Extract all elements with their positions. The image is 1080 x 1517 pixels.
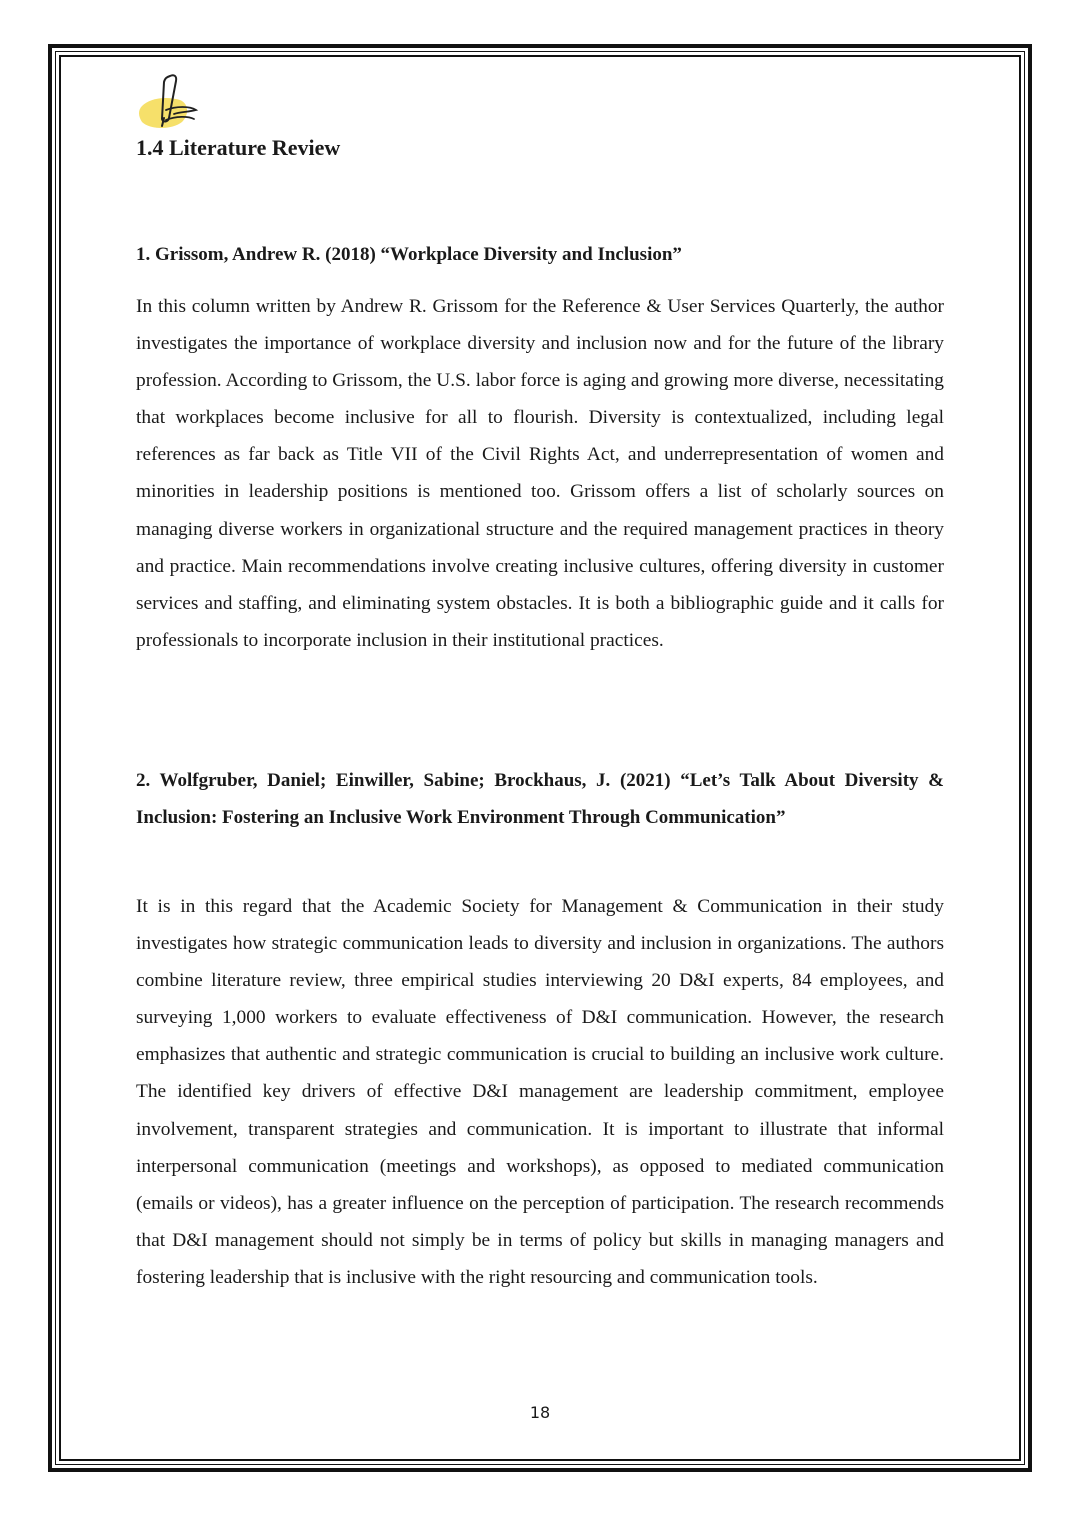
reference-heading: 2. Wolfgruber, Daniel; Einwiller, Sabine; Brockhaus, J. (2021) “Let’s Talk About Diversity & Inclusion: Fostering an Inclusive Work Environment Through Communication” (136, 770, 944, 829)
reference-summary: It is in this regard that the Academic Society for Management & Communication in their study investigates how strategic communication leads to diversity and inclusion in organizations. The authors combine literature review, three empirical studies interviewing 20 D&I experts, 84 employees, and surveying 1,000 workers to evaluate effectiveness of D&I communication. However, the research emphasizes that authentic and strategic communication is crucial to building an inclusive work culture. The identified key drivers of effective D&I management are leadership commitment, employee involvement, transparent strategies and communication. It is important to illustrate that informal interpersonal communication (meetings and workshops), as opposed to mediated communication (emails or videos), has a greater influence on the perception of participation. The research recommends that D&I management should not simply be in terms of policy but skills in managing managers and fostering leadership that is inclusive with the right resourcing and communication tools. (136, 896, 944, 1288)
section-title: 1.4 Literature Review (136, 135, 341, 160)
page-number: 18 (529, 1403, 551, 1422)
pen-writing-icon (136, 72, 202, 134)
reference-heading: 1. Grissom, Andrew R. (2018) “Workplace Diversity and Inclusion” (136, 244, 682, 265)
reference-summary: In this column written by Andrew R. Grissom for the Reference & User Services Quarterly, the author investigates the importance of workplace diversity and inclusion now and for the future of the library profession. According to Grissom, the U.S. labor force is aging and growing more diverse, necessitating that workplaces become inclusive for all to flourish. Diversity is contextualized, including legal references as far back as Title VII of the Civil Rights Act, and underrepresentation of women and minorities in leadership positions is mentioned too. Grissom offers a list of scholarly sources on managing diverse workers in organizational structure and the required management practices in theory and practice. Main recommendations involve creating inclusive cultures, offering diversity in customer services and staffing, and eliminating system obstacles. It is both a bibliographic guide and it calls for professionals to incorporate inclusion in their institutional practices. (136, 296, 944, 651)
